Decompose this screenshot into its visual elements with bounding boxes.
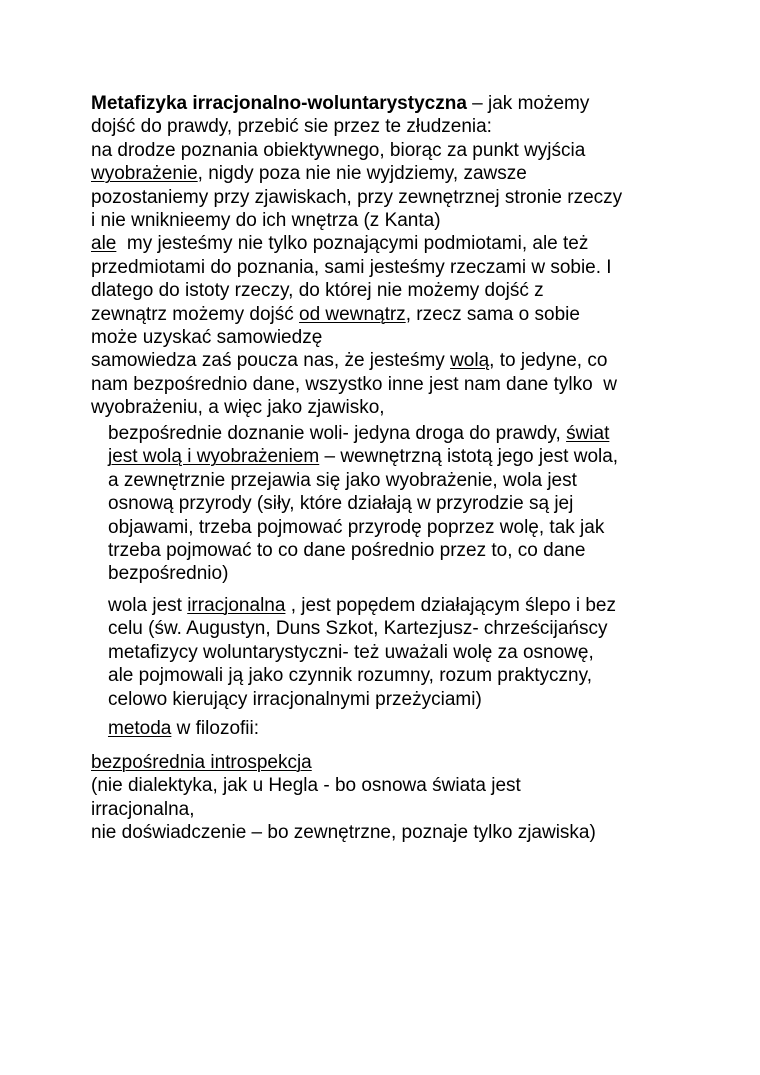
text-line: może uzyskać samowiedzę xyxy=(91,326,323,348)
text-span: my jesteśmy nie tylko poznającymi podmiotami, ale też xyxy=(116,233,589,255)
text-line: przedmiotami do poznania, sami jesteśmy rzeczami w sobie. I xyxy=(91,256,612,278)
text-span: wola jest xyxy=(108,595,188,616)
text-span: – wewnętrzną istotą jego jest wola, xyxy=(319,446,619,468)
underlined-term: wyobrażenie xyxy=(91,163,198,185)
text-line: trzeba pojmować to co dane pośrednio przez to, co dane xyxy=(108,539,586,561)
text-line: (nie dialektyka, jak u Hegla - bo osnowa świata jest xyxy=(91,775,521,797)
underlined-term: od wewnątrz xyxy=(299,303,406,325)
text-line xyxy=(108,594,616,617)
text-line xyxy=(91,303,622,326)
text-span: , jest popędem działającym ślepo i bez xyxy=(285,595,616,616)
text-span: samowiedza zaś poucza nas, że jesteśmy xyxy=(91,350,451,372)
underlined-term: metoda xyxy=(108,718,172,739)
underlined-term: ale xyxy=(91,233,117,255)
text-line: dlatego do istoty rzeczy, do której nie możemy dojść z xyxy=(91,280,544,302)
text-span: bezpośrednie doznanie woli- jedyna droga do prawdy, xyxy=(108,423,567,444)
text-span: w filozofii: xyxy=(171,718,260,739)
text-line: wyobrażeniu, a więc jako zjawisko, xyxy=(91,397,385,419)
introspection-paragraph xyxy=(91,751,596,845)
text-line: osnową przyrody (siły, które działają w przyrodzie są jej xyxy=(108,493,574,515)
underlined-term: irracjonalna xyxy=(187,595,286,616)
underlined-term: wolą xyxy=(450,350,490,372)
text-line xyxy=(108,445,618,468)
text-line: nam bezpośrednio dane, wszystko inne jest nam dane tylko w xyxy=(91,373,617,395)
text-line xyxy=(108,422,618,445)
underlined-heading: bezpośrednia introspekcja xyxy=(91,752,312,773)
text-line xyxy=(91,162,622,185)
text-span: , nigdy poza nie nie wyjdziemy, zawsze xyxy=(197,163,527,185)
text-line: celu (św. Augustyn, Duns Szkot, Kartezjusz- chrześcijańscy xyxy=(108,618,608,640)
text-span: zewnątrz możemy dojść xyxy=(91,303,300,325)
text-line: dojść do prawdy, przebić sie przez te złudzenia: xyxy=(91,116,492,138)
text-line xyxy=(108,717,259,740)
underlined-term: jest wolą i wyobrażeniem xyxy=(108,446,320,468)
text-line: ale pojmowali ją jako czynnik rozumny, rozum praktyczny, xyxy=(108,665,592,687)
text-line xyxy=(91,349,622,372)
text-line xyxy=(91,232,622,255)
will-paragraph xyxy=(108,422,618,586)
intro-paragraph xyxy=(91,92,622,419)
underlined-term: świat xyxy=(566,423,610,444)
section-title: Metafizyka irracjonalno-woluntarystyczna xyxy=(91,93,467,114)
text-span: , to jedyne, co xyxy=(489,350,608,372)
text-line xyxy=(91,751,596,774)
text-line: irracjonalna, xyxy=(91,798,195,820)
text-line: metafizycy woluntarystyczni- też uważali wolę za osnowę, xyxy=(108,641,594,663)
text-line: nie doświadczenie – bo zewnętrzne, poznaje tylko zjawiska) xyxy=(91,822,596,844)
text-line: na drodze poznania obiektywnego, biorąc za punkt wyjścia xyxy=(91,139,586,161)
method-paragraph xyxy=(108,717,259,740)
text-line: pozostaniemy przy zjawiskach, przy zewnętrznej stronie rzeczy xyxy=(91,186,623,208)
text-span: , rzecz sama o sobie xyxy=(405,303,580,325)
text-line xyxy=(91,92,622,115)
text-line: i nie wniknieemy do ich wnętrza (z Kanta) xyxy=(91,209,441,231)
text-span: – jak możemy xyxy=(466,93,590,114)
text-line: celowo kierujący irracjonalnymi przeżyciami) xyxy=(108,688,482,710)
text-line: a zewnętrznie przejawia się jako wyobrażenie, wola jest xyxy=(108,469,577,491)
irrational-paragraph xyxy=(108,594,616,711)
text-line: objawami, trzeba pojmować przyrodę poprzez wolę, tak jak xyxy=(108,516,605,538)
text-line: bezpośrednio) xyxy=(108,563,229,585)
